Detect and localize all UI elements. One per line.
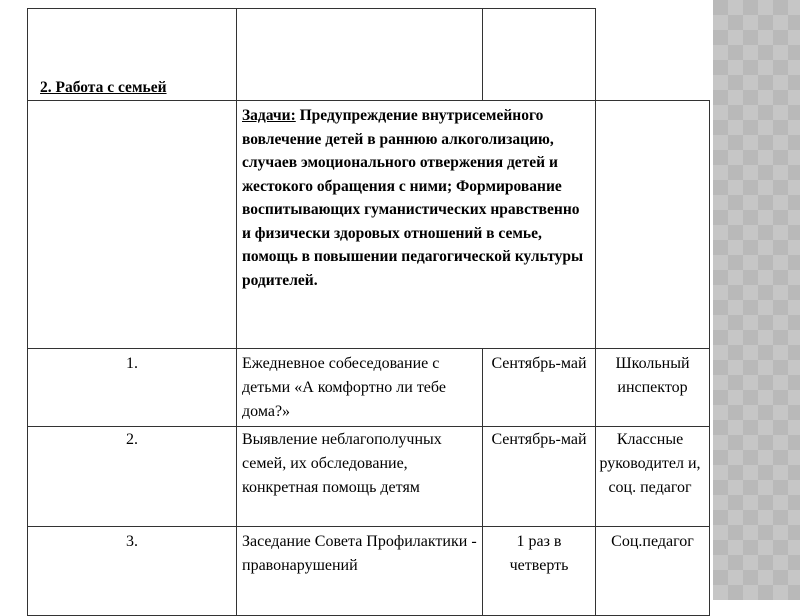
tasks-body: Предупреждение внутрисемейного вовлечение детей в раннюю алкоголизацию, случаев эмоционального отвержения детей и жестокого обращения с ними; Формирование воспитывающих гуманистических нравственно и физически здоровых отношений в семье, помощь в повышении педагогической культуры родителей. (242, 107, 584, 289)
tasks-row-right-cell (595, 100, 710, 349)
row-when: Сентябрь-май (491, 431, 587, 448)
row-when: 1 раз в четверть (509, 533, 569, 574)
row-when: Сентябрь-май (491, 355, 587, 372)
tasks-label: Задачи: (242, 107, 296, 124)
row-number: 2. (126, 431, 138, 448)
row-activity: Заседание Совета Профилактики - правонарушений (242, 533, 477, 574)
tasks-text (242, 104, 592, 292)
header-cell-3 (482, 8, 596, 101)
row-responsible: Соц.педагог (611, 533, 694, 550)
row-number: 1. (126, 355, 138, 372)
decorative-side-pattern (713, 0, 800, 600)
row-number: 3. (126, 533, 138, 550)
row-activity: Выявление неблагополучных семей, их обследование, конкретная помощь детям (242, 431, 442, 496)
row-responsible: Классные руководител и, соц. педагог (599, 431, 701, 496)
section-title: 2. Работа с семьей (40, 79, 167, 96)
row-responsible: Школьный инспектор (615, 355, 690, 396)
row-activity: Ежедневное собеседование с детьми «А комфортно ли тебе дома?» (242, 355, 446, 420)
header-cell-2 (236, 8, 483, 101)
tasks-row-empty-cell (27, 100, 237, 349)
